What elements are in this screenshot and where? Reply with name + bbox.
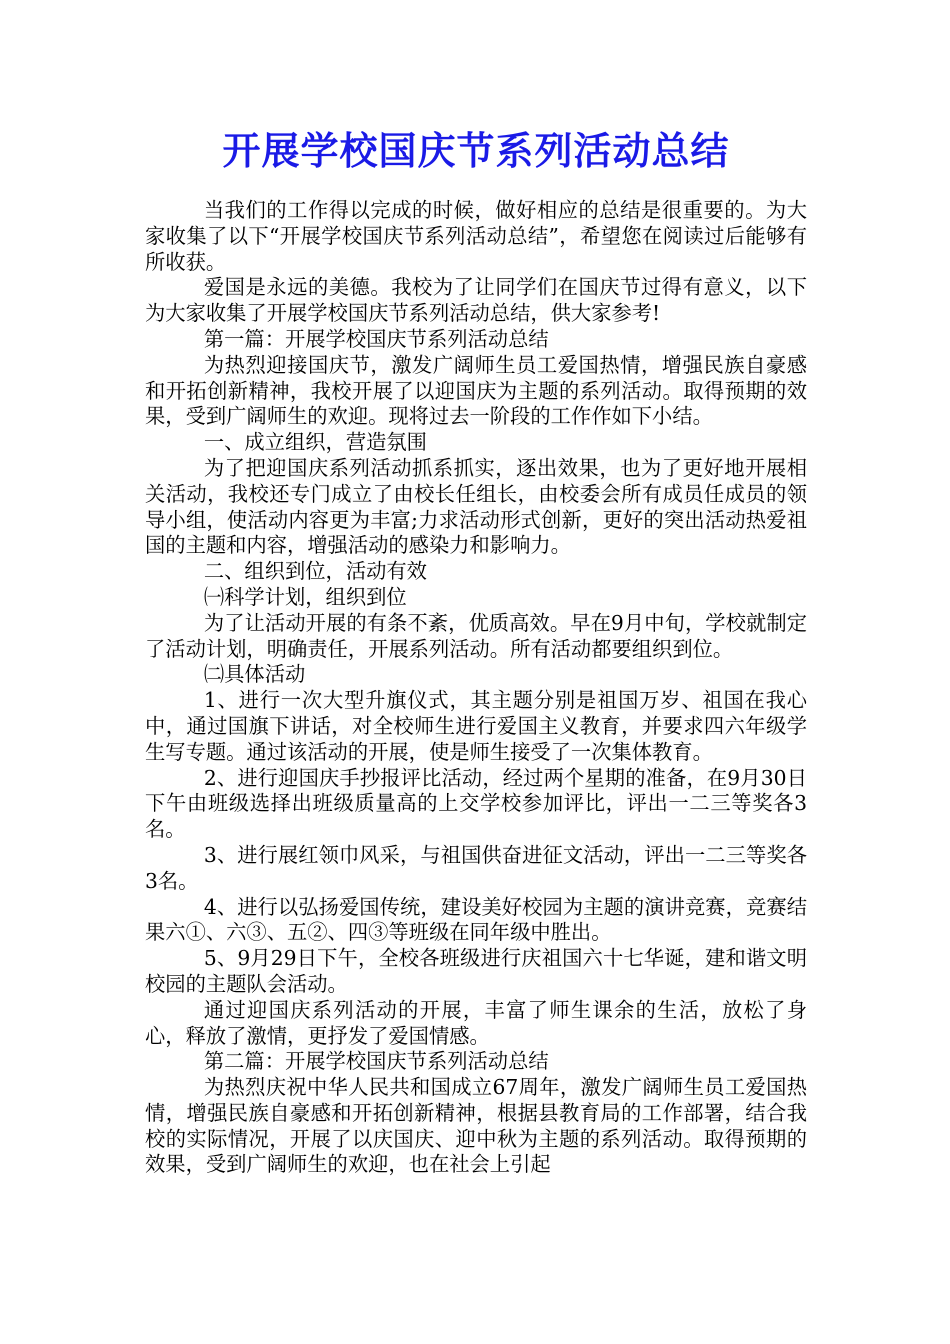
paragraph: 为热烈庆祝中华人民共和国成立67周年，激发广阔师生员工爱国热情，增强民族自豪感和开拓创新精神，根据县教育局的工作部署，结合我校的实际情况，开展了以庆国庆、迎中秋为主题的系列活动。取得预期的效果，受到广阔师生的欢迎，也在社会上引起 bbox=[145, 1075, 807, 1177]
list-item: 4、进行以弘扬爱国传统，建设美好校园为主题的演讲竞赛，竞赛结果六①、六③、五②、四③等班级在同年级中胜出。 bbox=[145, 894, 807, 945]
list-item: 2、进行迎国庆手抄报评比活动，经过两个星期的准备，在9月30日下午由班级选择出班级质量高的上交学校参加评比，评出一二三等奖各3名。 bbox=[145, 765, 807, 842]
paragraph: 当我们的工作得以完成的时候，做好相应的总结是很重要的。为大家收集了以下“开展学校国庆节系列活动总结”，希望您在阅读过后能够有所收获。 bbox=[145, 198, 807, 274]
section-heading: 第一篇：开展学校国庆节系列活动总结 bbox=[203, 326, 549, 351]
document-body bbox=[145, 198, 807, 1178]
paragraph: 爱国是永远的美德。我校为了让同学们在国庆节过得有意义，以下为大家收集了开展学校国庆节系列活动总结，供大家参考! bbox=[145, 275, 807, 326]
paragraph: 为了让活动开展的有条不紊，优质高效。早在9月中旬，学校就制定了活动计划，明确责任，开展系列活动。所有活动都要组织到位。 bbox=[145, 610, 807, 661]
list-item: 1、进行一次大型升旗仪式，其主题分别是祖国万岁、祖国在我心中，通过国旗下讲话，对全校师生进行爱国主义教育，并要求四六年级学生写专题。通过该活动的开展，使是师生接受了一次集体教育。 bbox=[145, 688, 807, 764]
paragraph: 为热烈迎接国庆节，激发广阔师生员工爱国热情，增强民族自豪感和开拓创新精神，我校开展了以迎国庆为主题的系列活动。取得预期的效果，受到广阔师生的欢迎。现将过去一阶段的工作作如下小结。 bbox=[145, 352, 807, 429]
paragraph: 为了把迎国庆系列活动抓系抓实，逐出效果，也为了更好地开展相关活动，我校还专门成立了由校长任组长，由校委会所有成员任成员的领导小组，使活动内容更为丰富;力求活动形式创新，更好的突出活动热爱祖国的主题和内容，增强活动的感染力和影响力。 bbox=[145, 455, 807, 558]
subsection-heading: ㈡具体活动 bbox=[203, 662, 306, 687]
subsection-heading: ㈠科学计划，组织到位 bbox=[203, 584, 407, 609]
subsection-heading: 二、组织到位，活动有效 bbox=[203, 559, 427, 584]
list-item: 5、9月29日下午，全校各班级进行庆祖国六十七华诞，建和谐文明校园的主题队会活动。 bbox=[145, 946, 807, 996]
section-heading: 第二篇：开展学校国庆节系列活动总结 bbox=[203, 1049, 549, 1074]
paragraph: 通过迎国庆系列活动的开展，丰富了师生课余的生活，放松了身心，释放了激情，更抒发了爱国情感。 bbox=[145, 997, 807, 1048]
document-title: 开展学校国庆节系列活动总结 bbox=[222, 128, 730, 173]
list-item: 3、进行展红领巾风采，与祖国供奋进征文活动，评出一二三等奖各3名。 bbox=[145, 842, 807, 893]
subsection-heading: 一、成立组织，营造氛围 bbox=[203, 430, 427, 455]
